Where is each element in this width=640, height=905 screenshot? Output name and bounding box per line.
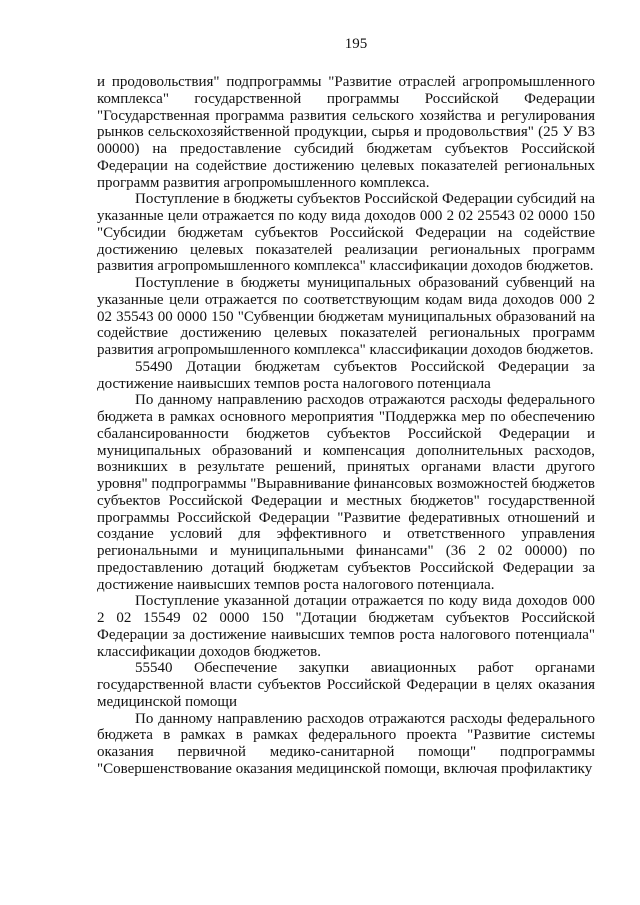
document-page [97,36,595,778]
page-number: 195 [344,36,368,52]
paragraph-55490-description: По данному направлению расходов отражаются расходы федерального бюджета в рамках основного мероприятия "Поддержка мер по обеспечению сбалансированности бюджетов субъектов Российской Федерации и муниципальных образований и компенсация дополнительных расходов, возникших в результате решений, принятых органами власти другого уровня" подпрограммы "Выравнивание финансовых возможностей бюджетов субъектов Российской Федерации и местных бюджетов" государственной программы Российской Федерации "Развитие федеративных отношений и создание условий для эффективного и ответственного управления региональными и муниципальными финансами" (36 2 02 00000) по предоставлению дотаций бюджетам субъектов Российской Федерации за достижение наивысших темпов роста налогового потенциала. [97,392,595,593]
paragraph-grant-receipt: Поступление указанной дотации отражается по коду вида доходов 000 2 02 15549 02 0000 150 "Дотации бюджетам субъектов Российской Федерации за достижение наивысших темпов роста налогового потенциала" классификации доходов бюджетов. [97,593,595,660]
section-heading-55490: 55490 Дотации бюджетам субъектов Российской Федерации за достижение наивысших темпов роста налогового потенциала [97,358,595,392]
paragraph-subvention-receipt: Поступление в бюджеты муниципальных образований субвенций на указанные цели отражается по соответствующим кодам вида доходов 000 2 02 35543 00 0000 150 "Субвенции бюджетам муниципальных образований на содействие достижению целевых показателей региональных программ развития агропромышленного комплекса" классификации доходов бюджетов. [97,275,595,358]
section-heading-55540: 55540 Обеспечение закупки авиационных работ органами государственной власти субъектов Российской Федерации в целях оказания медицинской помощи [97,660,595,710]
paragraph-55540-description: По данному направлению расходов отражаются расходы федерального бюджета в рамках в рамках федерального проекта "Развитие системы оказания первичной медико-санитарной помощи" подпрограммы "Совершенствование оказания медицинской помощи, включая профилактику [97,710,595,777]
paragraph-subsidy-receipt: Поступление в бюджеты субъектов Российской Федерации субсидий на указанные цели отражается по коду вида доходов 000 2 02 25543 02 0000 150 "Субсидии бюджетам субъектов Российской Федерации на содействие достижению целевых показателей реализации региональных программ развития агропромышленного комплекса" классификации доходов бюджетов. [97,191,595,275]
paragraph-continuation: и продовольствия" подпрограммы "Развитие отраслей агропромышленного комплекса" государственной программы Российской Федерации "Государственная программа развития сельского хозяйства и регулирования рынков сельскохозяйственной продукции, сырья и продовольствия" (25 У В3 00000) на предоставление субсидий бюджетам субъектов Российской Федерации на содействие достижению целевых показателей региональных программ развития агропромышленного комплекса. [97,74,595,191]
